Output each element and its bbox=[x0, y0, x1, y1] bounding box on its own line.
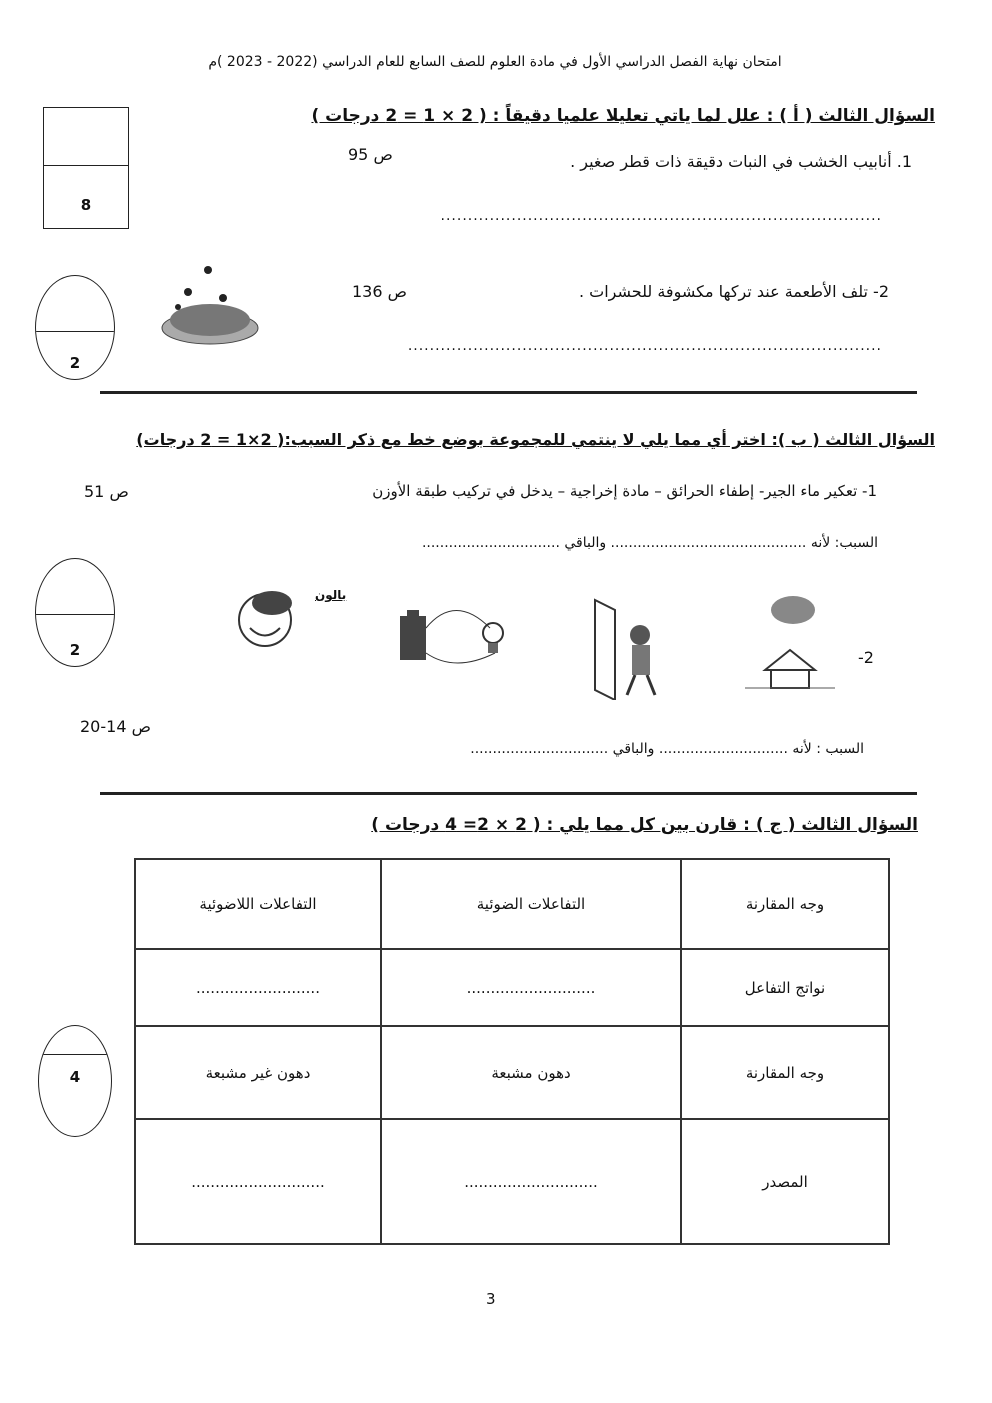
table-cell: دهون غير مشبعة bbox=[135, 1026, 381, 1119]
table-cell: التفاعلات اللاضوئية bbox=[135, 859, 381, 949]
answer-cell[interactable]: .......................... bbox=[135, 949, 381, 1026]
person-door-image[interactable] bbox=[585, 595, 675, 700]
answer-cell[interactable]: ............................ bbox=[381, 1119, 681, 1244]
section-c-score-oval: 4 bbox=[38, 1025, 112, 1137]
total-score-box bbox=[43, 107, 129, 229]
table-cell: نواتج التفاعل bbox=[681, 949, 889, 1026]
item-b1-reason[interactable]: السبب: لأنه ............................................ والباقي ............................... bbox=[421, 535, 878, 551]
item-a2-page: ص 136 bbox=[352, 282, 407, 301]
table-row bbox=[135, 1119, 889, 1244]
item-a1-text: 1. أنابيب الخشب في النبات دقيقة ذات قطر صغير . bbox=[570, 152, 912, 171]
food-with-flies-image bbox=[158, 262, 263, 350]
section-b-title: السؤال الثالث ( ب ): اختر أي مما يلي لا ينتمي للمجموعة بوضع خط مع ذكر السبب:( 2×1 = 2 درجات) bbox=[136, 430, 935, 449]
item-b1-text: 1- تعكير ماء الجير- إطفاء الحرائق – مادة إخراجية – يدخل في تركيب طبقة الأوزن bbox=[372, 482, 877, 500]
total-score: 8 bbox=[80, 196, 92, 214]
section-b-score-oval-1: 2 bbox=[35, 558, 115, 667]
item-a2-text: 2- تلف الأطعمة عند تركها مكشوفة للحشرات . bbox=[578, 282, 889, 301]
item-a2-answer-line[interactable]: ....................................................................................... bbox=[407, 338, 882, 354]
table-cell: المصدر bbox=[681, 1119, 889, 1244]
answer-cell[interactable]: ............................ bbox=[135, 1119, 381, 1244]
section-a-score-oval: 2 bbox=[35, 275, 115, 380]
table-cell: وجه المقارنة bbox=[681, 859, 889, 949]
house-storm-image[interactable] bbox=[735, 590, 840, 695]
page-number: 3 bbox=[486, 1290, 496, 1308]
section-a-title: السؤال الثالث ( أ ) : علل لما ياتي تعليلا علميا دقيقاً : ( 2 × 1 = 2 درجات ) bbox=[311, 106, 935, 126]
table-cell: التفاعلات الضوئية bbox=[381, 859, 681, 949]
divider bbox=[100, 391, 917, 394]
answer-cell[interactable]: ........................... bbox=[381, 949, 681, 1026]
item-b2-page: ص 14-20 bbox=[80, 717, 151, 736]
item-a1-page: ص 95 bbox=[348, 145, 393, 164]
item-b1-page: ص 51 bbox=[84, 482, 129, 501]
item-b2-reason[interactable]: السبب : لأنه ............................. والباقي ............................... bbox=[470, 741, 864, 757]
table-row bbox=[135, 1026, 889, 1119]
exam-header: امتحان نهاية الفصل الدراسي الأول في مادة العلوم للصف السابع للعام الدراسي (2022 - 2023 )م bbox=[208, 54, 782, 70]
item-b2-number: 2- bbox=[858, 648, 874, 667]
battery-bulb-circuit-image[interactable] bbox=[395, 598, 515, 668]
table-row bbox=[135, 859, 889, 949]
table-cell: وجه المقارنة bbox=[681, 1026, 889, 1119]
table-cell: دهون مشبعة bbox=[381, 1026, 681, 1119]
section-c-title: السؤال الثالث ( ج ) : قارن بين كل مما يلي : ( 2 × 2= 4 درجات ) bbox=[371, 815, 918, 835]
balloon-label: بالون bbox=[315, 588, 347, 602]
divider bbox=[100, 792, 917, 795]
item-a1-answer-line[interactable]: ................................................................................. bbox=[440, 208, 882, 224]
table-row bbox=[135, 949, 889, 1026]
comparison-table bbox=[134, 858, 890, 1245]
